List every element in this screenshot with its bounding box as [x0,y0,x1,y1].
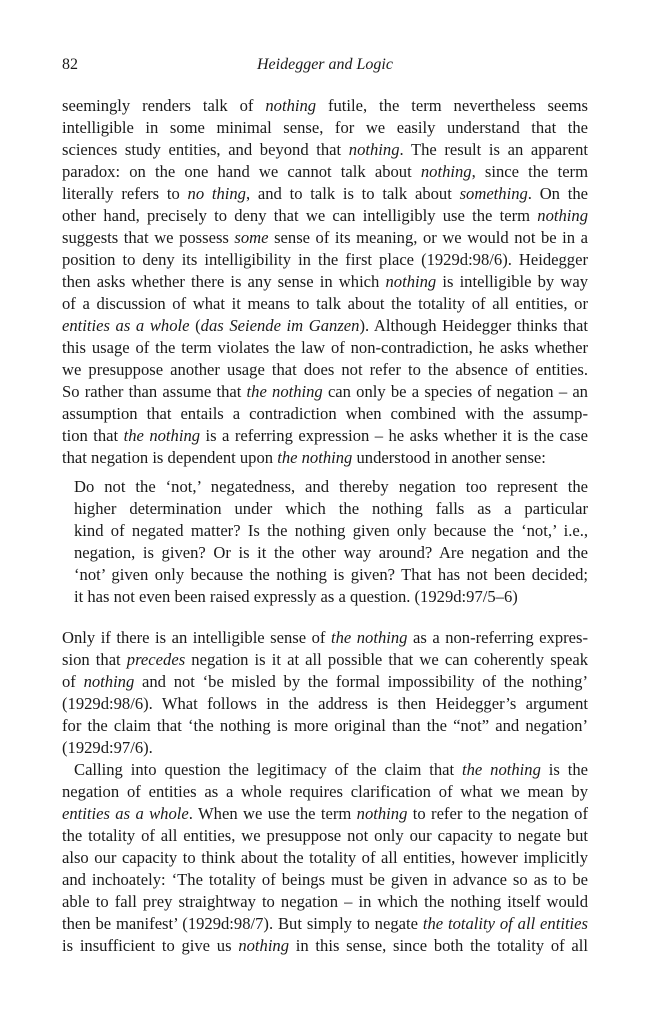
paragraph-2-line: (1929d:98/6). What follows in the address is then Heidegger’s argument [62,694,588,713]
paragraph-1-line: assumption that entails a contradiction when combined with the assump- [62,404,588,423]
paragraph-1-line: So rather than assume that the nothing can only be a species of negation – an [62,382,588,401]
paragraph-1-line: other hand, precisely to deny that we can intelligibly use the term nothing [62,206,588,225]
paragraph-1-line: suggests that we possess some sense of its meaning, or we would not be in a [62,228,588,247]
paragraph-1-line: entities as a whole (das Seiende im Ganzen). Although Heidegger thinks that [62,316,588,335]
paragraph-1-line: we presuppose another usage that does not refer to the absence of entities. [62,360,588,379]
paragraph-3-line: also our capacity to think about the totality of all entities, however implicitly [62,848,588,867]
paragraph-3-line: and inchoately: ‘The totality of beings must be given in advance so as to be [62,870,588,889]
paragraph-2-line: of nothing and not ‘be misled by the formal impossibility of the nothing’ [62,672,588,691]
paragraph-1-line: of a discussion of what it means to talk about the totality of all entities, or [62,294,588,313]
block-quote-line: higher determination under which the nothing falls as a particular [74,499,588,518]
block-quote-line: kind of negated matter? Is the nothing given only because the ‘not,’ i.e., [74,521,588,540]
paragraph-2-line: (1929d:97/6). [62,738,153,757]
block-quote-line: it has not even been raised expressly as a question. (1929d:97/5–6) [74,587,518,606]
paragraph-3-line: entities as a whole. When we use the term nothing to refer to the negation of [62,804,589,823]
paragraph-1-line: seemingly renders talk of nothing futile, the term nevertheless seems [62,96,589,115]
page-number: 82 [62,56,78,73]
paragraph-3-line: then be manifest’ (1929d:98/7). But simply to negate the totality of all entities [62,914,588,933]
block-quote-line: Do not the ‘not,’ negatedness, and thereby negation too represent the [74,477,588,496]
paragraph-3-line: negation of entities as a whole requires clarification of what we mean by [62,782,588,801]
paragraph-1-line: this usage of the term violates the law of non-contradiction, he asks whether [62,338,588,357]
paragraph-1-line: then asks whether there is any sense in which nothing is intelligible by way [62,272,588,291]
paragraph-1-line: sciences study entities, and beyond that nothing. The result is an apparent [62,140,589,159]
paragraph-3-line: Calling into question the legitimacy of the claim that the nothing is the [74,760,588,779]
paragraph-1-line: paradox: on the one hand we cannot talk about nothing, since the term [62,162,588,181]
paragraph-1-line: tion that the nothing is a referring expression – he asks whether it is the case [62,426,588,445]
paragraph-2-line: Only if there is an intelligible sense of the nothing as a non-referring expres- [62,628,588,647]
paragraph-3-line: is insufficient to give us nothing in this sense, since both the totality of all [62,936,589,955]
block-quote-line: negation, is given? Or is it the other way around? Are negation and the [74,543,588,562]
paragraph-2-line: sion that precedes negation is it at all possible that we can coherently speak [62,650,588,669]
paragraph-2-line: for the claim that ‘the nothing is more original than the “not” and negation’ [62,716,588,735]
paragraph-3-line: able to fall prey straightway to negation – in which the nothing itself would [62,892,588,911]
block-quote-line: ‘not’ given only because the nothing is given? That has not been decided; [74,565,588,584]
paragraph-1-line: literally refers to no thing, and to talk is to talk about something. On the [62,184,588,203]
paragraph-3-line: the totality of all entities, we presuppose not only our capacity to negate but [62,826,588,845]
paragraph-1-line: that negation is dependent upon the nothing understood in another sense: [62,448,546,467]
running-title: Heidegger and Logic [257,56,393,73]
paragraph-1-line: position to deny its intelligibility in the first place (1929d:98/6). Heidegger [62,250,588,269]
running-head [62,56,588,80]
paragraph-1-line: intelligible in some minimal sense, for we easily understand that the [62,118,588,137]
